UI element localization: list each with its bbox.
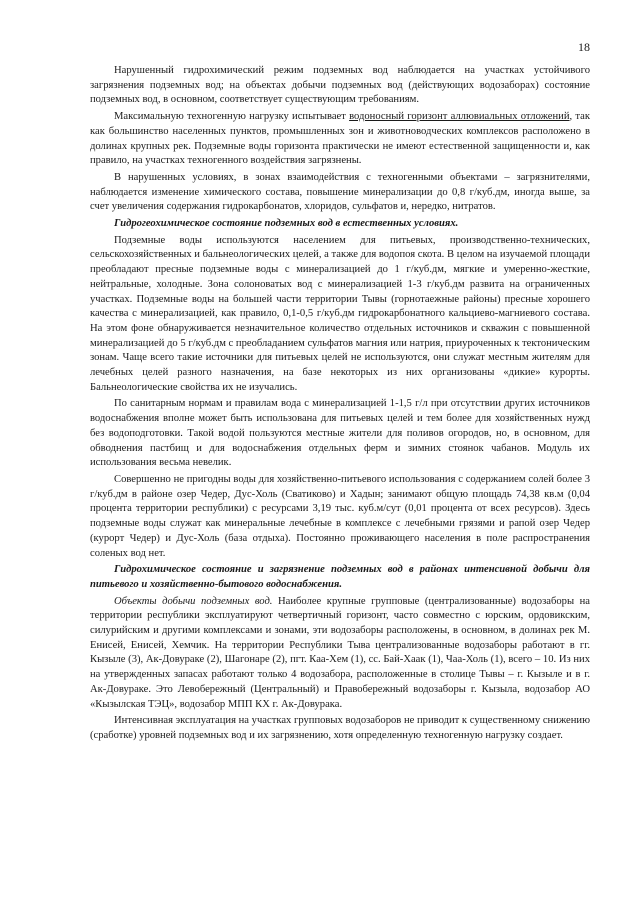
page-number: 18 [578, 40, 590, 54]
page-body [90, 64, 590, 746]
paragraph-groundwater-use: Подземные воды используются населением для питьевых, производственно-технических, сельскохозяйственных и бальнеологических целей, а также для водопоя скота. В целом на изучаемой площади преобладают пресные подземные воды с минерализацией до 1 г/куб.дм, мягкие и умеренно-жесткие, нейтральные, холодные. Зона солоноватых вод с минерализацией 1-3 г/куб.дм развита на ограниченных участках. Подземные воды на большей части территории Тывы (горнотаежные районы) пресные хорошего качества с минерализацией, как правило, 0,1-0,5 г/куб.дм гидрокарбонатного кальциево-магниевого состава. На этом фоне обнаруживается незначительное количество отдельных источников и скважин с повышенной минерализацией до 5 г/куб.дм с преобладанием сульфатов магния или натрия, приуроченных к тектоническим зонам. Чаще всего такие источники для питьевых целей не используются, они служат местным жителям для лечебных целей разного назначения, на базе некоторых из них организованы «дикие» курорты. Бальнеологические свойства их не изучались. [90, 234, 590, 393]
paragraph-extraction-objects [90, 595, 590, 713]
paragraph-max-load-start: Максимальную техногенную нагрузку испытывает [114, 111, 350, 123]
paragraph-max-load [90, 110, 590, 169]
paragraph-extraction-objects-body: Наиболее крупные групповые (централизованные) водозаборы на территории республики эксплуатируют четвертичный горизонт, часто совместно с юрским, ордовикским, силурийским и другими комплексами и зонами, эти водозаборы расположены, в основном, в долинах рек М. Енисей, Енисей, Хемчик. На территории Республики Тыва централизованные водозаборы работают в гг. Кызыле (3), Ак-Довураке (2), Шагонаре (2), пгт. Каа-Хем (1), сс. Бай-Хаак (1), Чаа-Холь (1), всего – 10. Из них на утвержденных запасах работают только 4 водозабора, расположенные в столице Тывы – г. Кызыле и в г. Ак-Довураке. Это Левобережный (Центральный) и Правобережный водозаборы г. Кызыла, водозабор АО «Кызылская ТЭЦ», водозабор МПП КХ г. Ак-Довурака. [90, 595, 590, 710]
paragraph-max-load-end: , так как большинство населенных пунктов, промышленных зон и животноводческих комплексов расположено в долинах крупных рек. Подземные воды горизонта практически не имеют естественной защищенности и, как правило, на участках техногенного воздействия загрязнены. [90, 111, 591, 167]
underlined-aquifer-term: водоносный горизонт аллювиальных отложений [349, 111, 570, 123]
section-heading-natural-conditions: Гидрогеохимическое состояние подземных вод в естественных условиях. [114, 218, 459, 230]
paragraph-intensive-exploitation: Интенсивная эксплуатация на участках групповых водозаборов не приводит к существенному снижению (сработке) уровней подземных вод и их загрязнению, хотя определенную техногенную нагрузку создает. [90, 715, 590, 741]
paragraph-unsuitable-water: Совершенно не пригодны воды для хозяйственно-питьевого использования с содержанием солей более 3 г/куб.дм в районе озер Чедер, Дус-Холь (Сватиково) и Хадын; занимают общую площадь 74,38 кв.м (0,04 процента территории республики) с ресурсами 3,19 тыс. куб.м/сут (0,01 процента от всех ресурсов). Здесь подземные воды служат как минеральные лечебные в комплексе с лечебными грязями и рапой озер Чедер (курорт Чедер) и Дус-Холь (база отдыха). Постоянно проживающего населения в поле распространения соленых вод нет. [90, 473, 590, 559]
paragraph-sanitary-norms: По санитарным нормам и правилам вода с минерализацией 1-1,5 г/л при отсутствии других источников водоснабжения вполне может быть использована для питьевых целей и тем более для хозяйственных нужд без водоподготовки. Такой водой пользуются местные жители для поливов огородов, но, в основном, для обводнения пастбищ и для водоснабжения отдельных ферм и зимних стоянок чабанов. Модуль их использования весьма невелик. [90, 398, 590, 469]
section-heading-intensive-extraction: Гидрохимическое состояние и загрязнение подземных вод в районах интенсивной добычи для питьевого и хозяйственно-бытового водоснабжения. [90, 564, 590, 590]
paragraph-disturbed-regime: Нарушенный гидрохимический режим подземных вод наблюдается на участках устойчивого загрязнения подземных вод; на объектах добычи подземных вод (действующих водозаборах) состояние подземных вод, в основном, соответствует существующим требованиям. [90, 65, 590, 106]
paragraph-disturbed-conditions: В нарушенных условиях, в зонах взаимодействия с техногенными объектами – загрязнителями, наблюдается изменение химического состава, повышение минерализации до 0,8 г/куб.дм, иногда выше, за счет увеличения содержания гидрокарбонатов, хлоридов, сульфатов и, нередко, нитратов. [90, 171, 590, 213]
italic-lead-extraction-objects: Объекты добычи подземных вод. [114, 595, 273, 607]
